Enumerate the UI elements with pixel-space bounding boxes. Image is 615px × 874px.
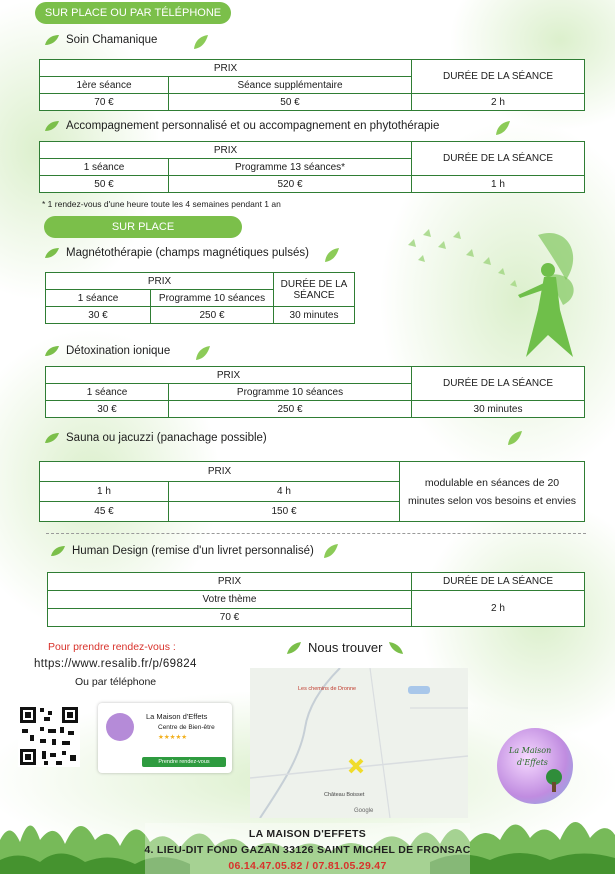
section-pill-sur-place-telephone: SUR PLACE OU PAR TÉLÉPHONE <box>35 2 231 24</box>
soin-title-text: Soin Chamanique <box>66 34 158 46</box>
col-label: 1ère séance <box>40 77 169 94</box>
price-cell: 45 € <box>40 502 169 522</box>
section-pill-sur-place: SUR PLACE <box>44 216 242 238</box>
business-type: Centre de Bien-être <box>158 724 215 731</box>
duration-cell: 2 h <box>412 94 585 111</box>
map-label: Château Boisset <box>324 792 365 798</box>
col-label: Séance supplémentaire <box>169 77 412 94</box>
qr-code[interactable] <box>18 705 80 767</box>
duration-cell: 2 h <box>412 591 585 627</box>
sauna-price-table <box>39 461 585 522</box>
duration-cell: modulable en séances de 20 minutes selon vos besoins et envies <box>400 462 585 522</box>
col-label: 1 séance <box>40 159 169 176</box>
booking-link[interactable]: https://www.resalib.fr/p/69824 <box>34 658 197 670</box>
col-label: Programme 10 séances <box>151 290 274 307</box>
col-label: 1 séance <box>46 290 151 307</box>
prix-header: PRIX <box>40 462 400 482</box>
human-price-table <box>47 572 585 627</box>
leaf-icon <box>286 641 302 655</box>
price-cell: 150 € <box>169 502 400 522</box>
map-label: Les chemins de Dronne <box>298 686 357 692</box>
divider <box>46 533 586 534</box>
accomp-footnote: * 1 rendez-vous d'une heure toute les 4 semaines pendant 1 an <box>42 199 281 209</box>
human-title <box>50 545 314 557</box>
duree-header: DURÉE DE LA SÉANCE <box>412 573 585 591</box>
duration-cell: 30 minutes <box>412 401 585 418</box>
business-card[interactable] <box>98 703 232 773</box>
business-name: La Maison d'Effets <box>146 712 208 721</box>
price-cell: 250 € <box>151 307 274 324</box>
sauna-title <box>44 432 267 444</box>
leaf-icon <box>44 345 60 357</box>
magneto-title-text: Magnétothérapie (champs magnétiques pulsés) <box>66 247 309 259</box>
accomp-title <box>44 120 439 132</box>
find-us-text: Nous trouver <box>308 640 383 655</box>
book-appointment-button[interactable]: Prendre rendez-vous <box>142 757 226 767</box>
duree-header: DURÉE DE LA SÉANCE <box>412 142 585 176</box>
duration-cell: 30 minutes <box>274 307 355 324</box>
magneto-price-table <box>45 272 355 324</box>
find-us-title <box>286 640 404 655</box>
leaf-icon <box>44 34 60 46</box>
prix-header: PRIX <box>40 60 412 77</box>
detox-title-text: Détoxination ionique <box>66 345 171 357</box>
leaf-icon <box>506 430 524 446</box>
footer-phones: 06.14.47.05.82 / 07.81.05.29.47 <box>228 860 387 872</box>
fairy-illustration <box>398 225 588 365</box>
prix-header: PRIX <box>46 367 412 384</box>
price-cell: 520 € <box>169 176 412 193</box>
col-label: 1 séance <box>46 384 169 401</box>
duree-header: DURÉE DE LA SÉANCE <box>412 367 585 401</box>
price-cell: 50 € <box>169 94 412 111</box>
duration-cell: 1 h <box>412 176 585 193</box>
leaf-icon <box>44 432 60 444</box>
accomp-title-text: Accompagnement personnalisé et ou accompagnement en phytothérapie <box>66 120 440 132</box>
leaf-icon <box>494 120 512 136</box>
leaf-icon <box>50 545 66 557</box>
col-label: 4 h <box>169 482 400 502</box>
price-cell: 70 € <box>48 609 412 627</box>
business-stars: ★★★★★ <box>158 734 188 741</box>
prix-header: PRIX <box>46 273 274 290</box>
price-cell: 70 € <box>40 94 169 111</box>
leaf-icon <box>388 641 404 655</box>
duree-header: DURÉE DE LA SÉANCE <box>274 273 355 307</box>
footer-address: 4. LIEU-DIT FOND GAZAN 33126 SAINT MICHEL DE FRONSAC <box>144 844 471 856</box>
rdv-label: Pour prendre rendez-vous : <box>48 641 176 653</box>
price-cell: 250 € <box>169 401 412 418</box>
detox-price-table <box>45 366 585 418</box>
detox-title <box>44 345 170 357</box>
business-logo <box>106 713 134 741</box>
price-cell: 30 € <box>46 401 169 418</box>
logo-line2: d'Effets <box>517 758 548 767</box>
sauna-title-text: Sauna ou jacuzzi (panachage possible) <box>66 432 267 444</box>
leaf-icon <box>323 247 341 263</box>
col-label: Programme 13 séances* <box>169 159 412 176</box>
logo-line1: La Maison <box>509 746 552 755</box>
accomp-price-table <box>39 141 585 193</box>
human-title-text: Human Design (remise d'un livret personnalisé) <box>72 545 314 557</box>
leaf-icon <box>192 34 210 50</box>
price-cell: 50 € <box>40 176 169 193</box>
leaf-icon <box>322 543 340 559</box>
col-label: Programme 10 séances <box>169 384 412 401</box>
leaf-icon <box>44 247 60 259</box>
leaf-icon <box>44 120 60 132</box>
prix-header: PRIX <box>40 142 412 159</box>
footer-name: LA MAISON D'EFFETS <box>248 828 367 840</box>
soin-price-table <box>39 59 585 111</box>
col-label: Votre thème <box>48 591 412 609</box>
col-label: 1 h <box>40 482 169 502</box>
magneto-title <box>44 247 309 259</box>
map-label: Google <box>354 808 374 814</box>
duree-header: DURÉE DE LA SÉANCE <box>412 60 585 94</box>
prix-header: PRIX <box>48 573 412 591</box>
price-cell: 30 € <box>46 307 151 324</box>
soin-title <box>44 34 157 46</box>
leaf-icon <box>194 345 212 361</box>
phone-label: Ou par téléphone <box>75 676 157 688</box>
